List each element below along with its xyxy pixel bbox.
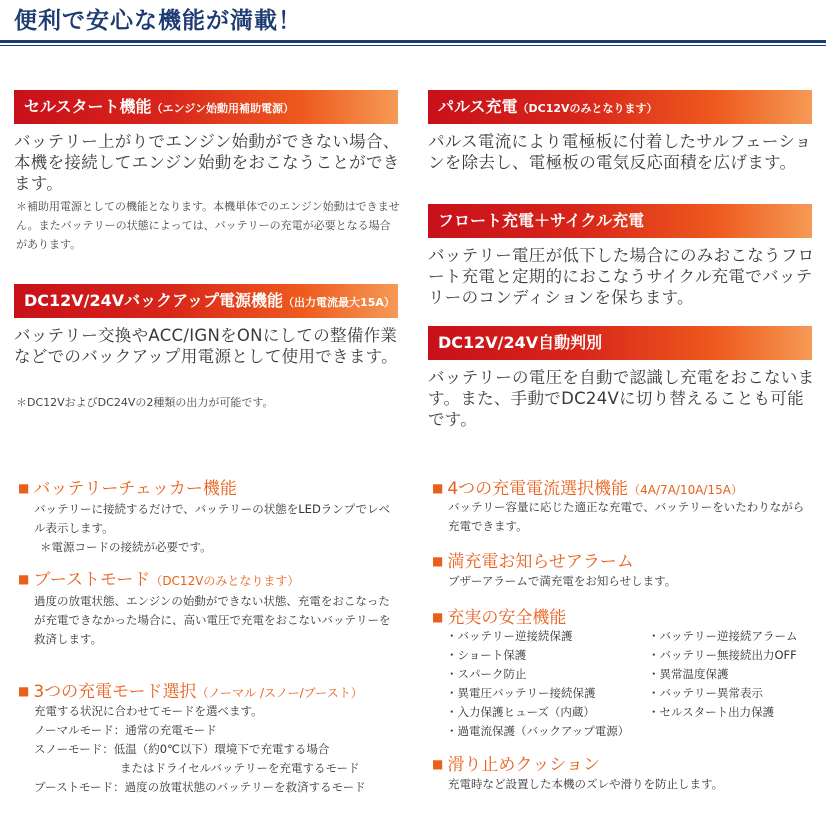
list-item: ・ショート保護	[446, 648, 527, 662]
backup-body: バッテリー交換やACC/IGNをONにしての整備作業などでのバックアップ用電源として使用できます。	[14, 326, 398, 366]
backup-note: ＊DC12VおよびDC24Vの2種類の出力が可能です。	[16, 396, 274, 409]
square-bullet-icon: ■	[432, 554, 444, 568]
modes-title: 3つの充電モード選択	[33, 682, 197, 702]
checker-body: バッテリーに接続するだけで、バッテリーの状態をLEDランプでレベル表示します。	[34, 502, 391, 535]
alarm-title: 満充電お知らせアラーム	[447, 552, 634, 572]
square-bullet-icon: ■	[432, 481, 444, 495]
square-bullet-icon: ■	[432, 610, 444, 624]
current-body: バッテリー容量に応じた適正な充電で、バッテリーをいたわりながら充電できます。	[448, 500, 805, 533]
pulse-body: パルス電流により電極板に付着したサルフェーションを除去し、電極板の電気反応面積を広げます。	[428, 132, 812, 172]
list-item: ・スパーク防止	[446, 667, 527, 681]
modes-heading	[18, 677, 363, 702]
modes-subtitle: （ノーマル /スノー/ブースト）	[196, 686, 363, 700]
checker-note: ＊電源コードの接続が必要です。	[40, 540, 212, 554]
title-rule	[0, 40, 826, 43]
auto-body: バッテリーの電圧を自動で認識し充電をおこないます。また、手動でDC24Vに切り替えることも可能です。	[428, 368, 815, 429]
page-title: 便利で安心な機能が満載！	[14, 8, 302, 34]
list-item: ・異電圧バッテリー接続保護	[446, 686, 596, 700]
boost-title: ブーストモード	[33, 570, 151, 590]
float-body: バッテリー電圧が低下した場合にのみおこなうフロート充電と定期的におこなうサイクル充電でバッテリーのコンディションを保ちます。	[428, 246, 815, 307]
list-item: ・入力保護ヒューズ（内蔵）	[446, 705, 595, 719]
square-bullet-icon: ■	[18, 481, 30, 495]
boost-subtitle: （DC12Vのみとなります）	[150, 574, 300, 588]
boost-heading	[18, 565, 299, 590]
title-rule-thin	[0, 45, 826, 46]
backup-banner	[14, 284, 398, 318]
float-banner	[428, 204, 812, 238]
float-title: フロート充電＋サイクル充電	[438, 211, 645, 230]
alarm-body: ブザーアラームで満充電をお知らせします。	[448, 574, 677, 588]
pulse-title: パルス充電	[438, 97, 518, 116]
pulse-banner	[428, 90, 812, 124]
list-item: ・異常温度保護	[648, 667, 729, 681]
square-bullet-icon: ■	[18, 684, 30, 698]
safety-list-right	[648, 627, 798, 722]
backup-subtitle: （出力電流最大15A）	[283, 296, 395, 309]
current-title: 4つの充電電流選択機能	[447, 479, 629, 499]
pulse-subtitle: （DC12Vのみとなります）	[517, 102, 658, 115]
modes-list	[34, 721, 366, 797]
cell-start-title: セルスタート機能	[24, 97, 152, 116]
list-item: ・バッテリー逆接続保護	[446, 629, 573, 643]
checker-heading	[18, 474, 237, 499]
backup-title: DC12V/24Vバックアップ電源機能	[24, 291, 284, 310]
cell-start-body: バッテリー上がりでエンジン始動ができない場合、本機を接続してエンジン始動をおこなうことができます。	[14, 132, 400, 193]
cushion-body: 充電時など設置した本機のズレや滑りを防止します。	[448, 777, 724, 791]
current-subtitle: （4A/7A/10A/15A）	[628, 483, 743, 497]
auto-title: DC12V/24V自動判別	[438, 333, 603, 352]
current-heading	[432, 474, 743, 499]
auto-banner	[428, 326, 812, 360]
cell-start-subtitle: （エンジン始動用補助電源）	[151, 102, 294, 115]
safety-title: 充実の安全機能	[447, 608, 567, 628]
alarm-heading	[432, 547, 634, 572]
square-bullet-icon: ■	[432, 757, 444, 771]
list-item: ・セルスタート出力保護	[648, 705, 775, 719]
list-item: ・バッテリー異常表示	[648, 686, 763, 700]
list-item: ・バッテリー逆接続アラーム	[648, 629, 798, 643]
cell-start-note: ＊補助用電源としての機能となります。本機単体でのエンジン始動はできません。またバッテリーの状態によっては、バッテリーの充電が必要となる場合があります。	[16, 200, 400, 251]
mode-row: またはドライセルバッテリーを充電するモード	[120, 761, 360, 775]
cushion-heading	[432, 750, 600, 775]
mode-row: スノーモード：低温（約0℃以下）環境下で充電する場合	[34, 742, 330, 756]
mode-row: ノーマルモード：通常の充電モード	[34, 723, 217, 737]
cell-start-banner	[14, 90, 398, 124]
boost-body: 過度の放電状態、エンジンの始動ができない状態、充電をおこなったが充電できなかった場合に、高い電圧で充電をおこないバッテリーを救済します。	[34, 594, 391, 646]
list-item: ・過電流保護（バックアップ電源）	[446, 724, 630, 738]
square-bullet-icon: ■	[18, 572, 30, 586]
list-item: ・バッテリー無接続出力OFF	[648, 648, 797, 662]
safety-list-left	[446, 627, 629, 741]
modes-intro: 充電する状況に合わせてモードを選べます。	[34, 704, 263, 718]
safety-heading	[432, 603, 566, 628]
checker-title: バッテリーチェッカー機能	[33, 479, 237, 499]
mode-row: ブーストモード：過度の放電状態のバッテリーを救済するモード	[34, 780, 366, 794]
cushion-title: 滑り止めクッション	[447, 755, 601, 775]
